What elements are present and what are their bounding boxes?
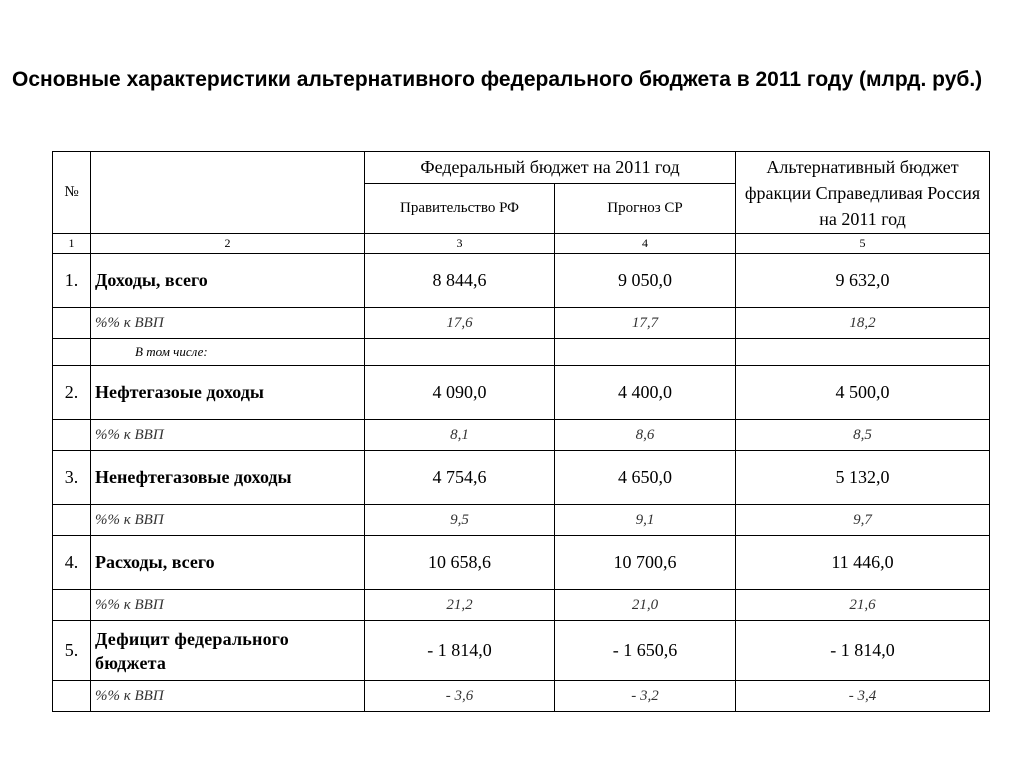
alternative-value: 4 500,0 xyxy=(736,366,990,420)
alternative-value: 11 446,0 xyxy=(736,536,990,590)
row-label: %% к ВВП xyxy=(91,420,365,451)
index-cell: 1 xyxy=(53,234,91,254)
table-row xyxy=(53,366,990,420)
forecast-value: 10 700,6 xyxy=(555,536,736,590)
forecast-value: 4 400,0 xyxy=(555,366,736,420)
forecast-value: 8,6 xyxy=(555,420,736,451)
row-number: 4. xyxy=(53,536,91,590)
forecast-value: 21,0 xyxy=(555,590,736,621)
table-row xyxy=(53,536,990,590)
table-row xyxy=(53,621,990,681)
row-label: Нефтегазоые доходы xyxy=(91,366,365,420)
row-number xyxy=(53,505,91,536)
table-row xyxy=(53,681,990,712)
government-value: 17,6 xyxy=(365,308,555,339)
index-cell: 2 xyxy=(91,234,365,254)
government-value: - 3,6 xyxy=(365,681,555,712)
table-row xyxy=(53,590,990,621)
row-label: Расходы, всего xyxy=(91,536,365,590)
row-number xyxy=(53,420,91,451)
federal-budget-header: Федеральный бюджет на 2011 год xyxy=(365,152,736,184)
alternative-value: 5 132,0 xyxy=(736,451,990,505)
government-value: 9,5 xyxy=(365,505,555,536)
government-value: - 1 814,0 xyxy=(365,621,555,681)
row-number xyxy=(53,339,91,366)
index-cell: 3 xyxy=(365,234,555,254)
alternative-value xyxy=(736,339,990,366)
government-value: 8 844,6 xyxy=(365,254,555,308)
government-value: 10 658,6 xyxy=(365,536,555,590)
row-number xyxy=(53,308,91,339)
alternative-value: 21,6 xyxy=(736,590,990,621)
alternative-value: 8,5 xyxy=(736,420,990,451)
row-number: 2. xyxy=(53,366,91,420)
alternative-value: - 1 814,0 xyxy=(736,621,990,681)
forecast-value: - 3,2 xyxy=(555,681,736,712)
forecast-value: - 1 650,6 xyxy=(555,621,736,681)
row-label: В том числе: xyxy=(91,339,365,366)
row-label: %% к ВВП xyxy=(91,308,365,339)
index-cell: 5 xyxy=(736,234,990,254)
government-value: 21,2 xyxy=(365,590,555,621)
alternative-value: 18,2 xyxy=(736,308,990,339)
row-label: Ненефтегазовые доходы xyxy=(91,451,365,505)
row-label: %% к ВВП xyxy=(91,505,365,536)
forecast-value xyxy=(555,339,736,366)
row-number: 1. xyxy=(53,254,91,308)
forecast-value: 4 650,0 xyxy=(555,451,736,505)
government-value: 4 754,6 xyxy=(365,451,555,505)
page-title: Основные характеристики альтернативного федерального бюджета в 2011 году (млрд. руб.) xyxy=(12,68,983,91)
alternative-value: 9 632,0 xyxy=(736,254,990,308)
header-row-1 xyxy=(53,152,990,184)
forecast-value: 9,1 xyxy=(555,505,736,536)
table-row xyxy=(53,420,990,451)
table-row xyxy=(53,339,990,366)
index-row xyxy=(53,234,990,254)
alternative-value: - 3,4 xyxy=(736,681,990,712)
government-value: 8,1 xyxy=(365,420,555,451)
table-row xyxy=(53,451,990,505)
government-value xyxy=(365,339,555,366)
row-number: 3. xyxy=(53,451,91,505)
row-label: %% к ВВП xyxy=(91,590,365,621)
row-number xyxy=(53,590,91,621)
government-value: 4 090,0 xyxy=(365,366,555,420)
alternative-value: 9,7 xyxy=(736,505,990,536)
table-row xyxy=(53,254,990,308)
government-header: Правительство РФ xyxy=(365,184,555,234)
table-row xyxy=(53,308,990,339)
row-number xyxy=(53,681,91,712)
budget-table xyxy=(52,151,990,712)
forecast-header: Прогноз СР xyxy=(555,184,736,234)
label-column-header xyxy=(91,152,365,234)
index-cell: 4 xyxy=(555,234,736,254)
table-row xyxy=(53,505,990,536)
alternative-budget-header: Альтернативный бюджет фракции Справедливая Россия на 2011 год xyxy=(736,152,990,234)
row-label: Доходы, всего xyxy=(91,254,365,308)
number-column-header: № xyxy=(53,152,91,234)
row-label: Дефицит федерального бюджета xyxy=(91,621,365,681)
forecast-value: 17,7 xyxy=(555,308,736,339)
row-number: 5. xyxy=(53,621,91,681)
forecast-value: 9 050,0 xyxy=(555,254,736,308)
row-label: %% к ВВП xyxy=(91,681,365,712)
